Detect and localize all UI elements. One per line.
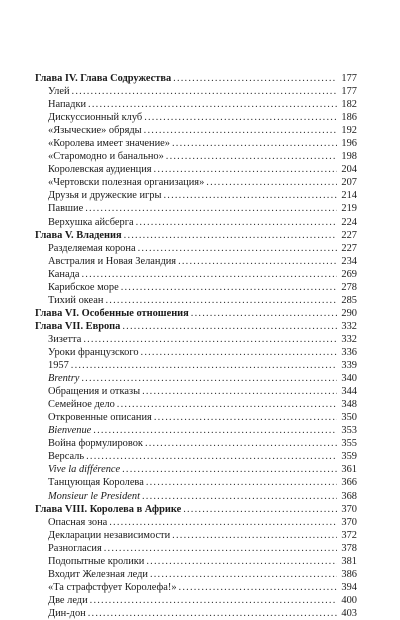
- toc-entry: [35, 359, 357, 372]
- page-number: 177: [341, 73, 357, 84]
- page-number: 278: [341, 281, 357, 293]
- page-number: 359: [341, 451, 357, 463]
- toc-entry: [35, 346, 357, 359]
- toc-entry: [35, 202, 357, 215]
- entry-title: Декларации независимости: [48, 529, 171, 541]
- toc-entry: [35, 542, 357, 555]
- chapter-title: Глава VII. Европа: [35, 320, 121, 332]
- dot-leader: [173, 72, 337, 85]
- entry-title: Семейное дело: [48, 399, 115, 411]
- toc-entry: [35, 150, 357, 163]
- entry-title: Дискуссионный клуб: [48, 112, 143, 124]
- toc-entry: [35, 568, 357, 581]
- toc-entry: [35, 124, 357, 137]
- page-number: 348: [341, 399, 357, 411]
- dot-leader: [104, 542, 337, 555]
- page-number: 285: [341, 294, 357, 306]
- dot-leader: [122, 463, 337, 476]
- toc-entry: [35, 98, 357, 111]
- dot-leader: [178, 255, 337, 268]
- toc-entry: [35, 372, 357, 385]
- page-number: 269: [341, 268, 357, 280]
- entry-title: Тихий океан: [48, 294, 104, 306]
- entry-title: Разногласия: [48, 542, 102, 554]
- entry-title: Нападки: [48, 99, 87, 111]
- entry-title: «Королева имеет значение»: [48, 138, 170, 150]
- dot-leader: [109, 516, 337, 529]
- page-number: 378: [341, 542, 357, 554]
- entry-title: Brentry: [48, 373, 80, 385]
- page-number: 177: [341, 86, 357, 98]
- page-number: 403: [341, 607, 357, 619]
- toc-entry: [35, 490, 357, 503]
- dot-leader: [121, 281, 337, 294]
- entry-title: Павшие: [48, 203, 84, 215]
- entry-title: Война формулировок: [48, 438, 143, 450]
- page-number: 336: [341, 346, 357, 358]
- dot-leader: [150, 568, 337, 581]
- dot-leader: [83, 333, 337, 346]
- dot-leader: [172, 529, 337, 542]
- dot-leader: [183, 503, 337, 516]
- entry-title: Обращения и отказы: [48, 386, 141, 398]
- page-number: 372: [341, 529, 357, 541]
- toc-chapter-heading: [35, 229, 357, 242]
- entry-title: Австралия и Новая Зеландия: [48, 255, 177, 267]
- page-number: 353: [341, 425, 357, 437]
- dot-leader: [71, 359, 337, 372]
- toc-entry: [35, 268, 357, 281]
- toc-entry: [35, 176, 357, 189]
- page-number: 192: [341, 125, 357, 137]
- page-number: 340: [341, 373, 357, 385]
- dot-leader: [154, 163, 337, 176]
- dot-leader: [88, 607, 337, 620]
- toc-entry: [35, 555, 357, 568]
- dot-leader: [81, 268, 337, 281]
- toc-chapter-heading: [35, 307, 357, 320]
- toc-entry: [35, 516, 357, 529]
- page-number: 344: [341, 386, 357, 398]
- toc-entry: [35, 607, 357, 620]
- page-number: 182: [341, 99, 357, 111]
- entry-title: Друзья и дружеские игры: [48, 190, 162, 202]
- toc-entry: [35, 385, 357, 398]
- entry-title: Версаль: [48, 451, 85, 463]
- chapter-title: Глава VI. Особенные отношения: [35, 307, 189, 319]
- entry-title: Королевская аудиенция: [48, 164, 152, 176]
- dot-leader: [141, 346, 337, 359]
- page-number: 227: [341, 242, 357, 254]
- page-number: 198: [341, 151, 357, 163]
- page-number: 386: [341, 568, 357, 580]
- toc-entry: [35, 216, 357, 229]
- toc-chapter-heading: [35, 320, 357, 333]
- entry-title: Две леди: [48, 594, 88, 606]
- entry-title: Верхушка айсберга: [48, 216, 134, 228]
- entry-title: Подопытные кролики: [48, 555, 145, 567]
- entry-title: Зизетта: [48, 333, 82, 345]
- dot-leader: [172, 137, 337, 150]
- page-number: 207: [341, 177, 357, 189]
- page-number: 361: [341, 464, 357, 476]
- page-number: 224: [341, 216, 357, 228]
- toc-entry: [35, 281, 357, 294]
- dot-leader: [163, 189, 337, 202]
- toc-entry: [35, 581, 357, 594]
- page-number: 355: [341, 438, 357, 450]
- toc-chapter-heading: [35, 503, 357, 516]
- toc-entry: [35, 85, 357, 98]
- page-number: 350: [341, 412, 357, 424]
- toc-entry: [35, 411, 357, 424]
- entry-title: «Чертовски полезная организация»: [48, 177, 205, 189]
- toc-chapter-heading: [35, 72, 357, 85]
- entry-title: Разделяемая корона: [48, 242, 136, 254]
- dot-leader: [146, 555, 337, 568]
- page-number: 368: [341, 490, 357, 502]
- entry-title: Bienvenue: [48, 425, 92, 437]
- toc-entry: [35, 424, 357, 437]
- chapter-title: Глава IV. Глава Содружества: [35, 73, 172, 84]
- dot-leader: [138, 242, 337, 255]
- page-number: 370: [341, 516, 357, 528]
- entry-title: Танцующая Королева: [48, 477, 144, 489]
- page-number: 400: [341, 594, 357, 606]
- dot-leader: [105, 294, 337, 307]
- entry-title: Входит Железная леди: [48, 568, 148, 580]
- table-of-contents: [35, 72, 357, 620]
- entry-title: Дин-дон: [48, 607, 86, 619]
- dot-leader: [85, 202, 337, 215]
- entry-title: Откровенные описания: [48, 412, 152, 424]
- dot-leader: [124, 229, 337, 242]
- dot-leader: [179, 581, 337, 594]
- dot-leader: [142, 385, 337, 398]
- dot-leader: [206, 176, 337, 189]
- page-number: 219: [341, 203, 357, 215]
- toc-entry: [35, 529, 357, 542]
- entry-title: Карибское море: [48, 281, 119, 293]
- entry-title: Monsieur le President: [48, 490, 140, 502]
- entry-title: «Та страфстфует Королефа!»: [48, 581, 177, 593]
- entry-title: Vive la différence: [48, 464, 121, 476]
- entry-title: 1957: [48, 360, 69, 372]
- page-number: 332: [341, 320, 357, 332]
- dot-leader: [144, 111, 337, 124]
- page-number: 196: [341, 138, 357, 150]
- dot-leader: [136, 216, 337, 229]
- toc-entry: [35, 255, 357, 268]
- entry-title: «Языческие» обряды: [48, 125, 142, 137]
- toc-entry: [35, 476, 357, 489]
- dot-leader: [191, 307, 337, 320]
- toc-entry: [35, 111, 357, 124]
- entry-title: Опасная зона: [48, 516, 108, 528]
- entry-title: Уроки французского: [48, 346, 139, 358]
- toc-entry: [35, 189, 357, 202]
- toc-entry: [35, 450, 357, 463]
- toc-entry: [35, 242, 357, 255]
- dot-leader: [88, 98, 337, 111]
- page-number: 290: [341, 307, 357, 319]
- dot-leader: [117, 398, 337, 411]
- page-number: 332: [341, 333, 357, 345]
- dot-leader: [90, 594, 337, 607]
- toc-entry: [35, 463, 357, 476]
- dot-leader: [145, 437, 337, 450]
- page-number: 227: [341, 229, 357, 241]
- page-number: 204: [341, 164, 357, 176]
- chapter-title: Глава V. Владения: [35, 229, 122, 241]
- toc-entry: [35, 163, 357, 176]
- dot-leader: [86, 450, 337, 463]
- dot-leader: [93, 424, 337, 437]
- page-number: 394: [341, 581, 357, 593]
- toc-entry: [35, 333, 357, 346]
- page-number: 234: [341, 255, 357, 267]
- dot-leader: [144, 124, 337, 137]
- page-number: 370: [341, 503, 357, 515]
- toc-entry: [35, 137, 357, 150]
- dot-leader: [81, 372, 337, 385]
- chapter-title: Глава VIII. Королева в Африке: [35, 503, 182, 515]
- dot-leader: [72, 85, 337, 98]
- dot-leader: [146, 476, 337, 489]
- entry-title: Канада: [48, 268, 80, 280]
- page-number: 186: [341, 112, 357, 124]
- dot-leader: [166, 150, 337, 163]
- page-number: 381: [341, 555, 357, 567]
- dot-leader: [122, 320, 337, 333]
- dot-leader: [154, 411, 337, 424]
- entry-title: Улей: [48, 86, 70, 98]
- page-number: 366: [341, 477, 357, 489]
- toc-entry: [35, 437, 357, 450]
- page-number: 339: [341, 360, 357, 372]
- toc-entry: [35, 294, 357, 307]
- toc-entry: [35, 398, 357, 411]
- dot-leader: [142, 490, 337, 503]
- entry-title: «Старомодно и банально»: [48, 151, 164, 163]
- page-number: 214: [341, 190, 357, 202]
- toc-entry: [35, 594, 357, 607]
